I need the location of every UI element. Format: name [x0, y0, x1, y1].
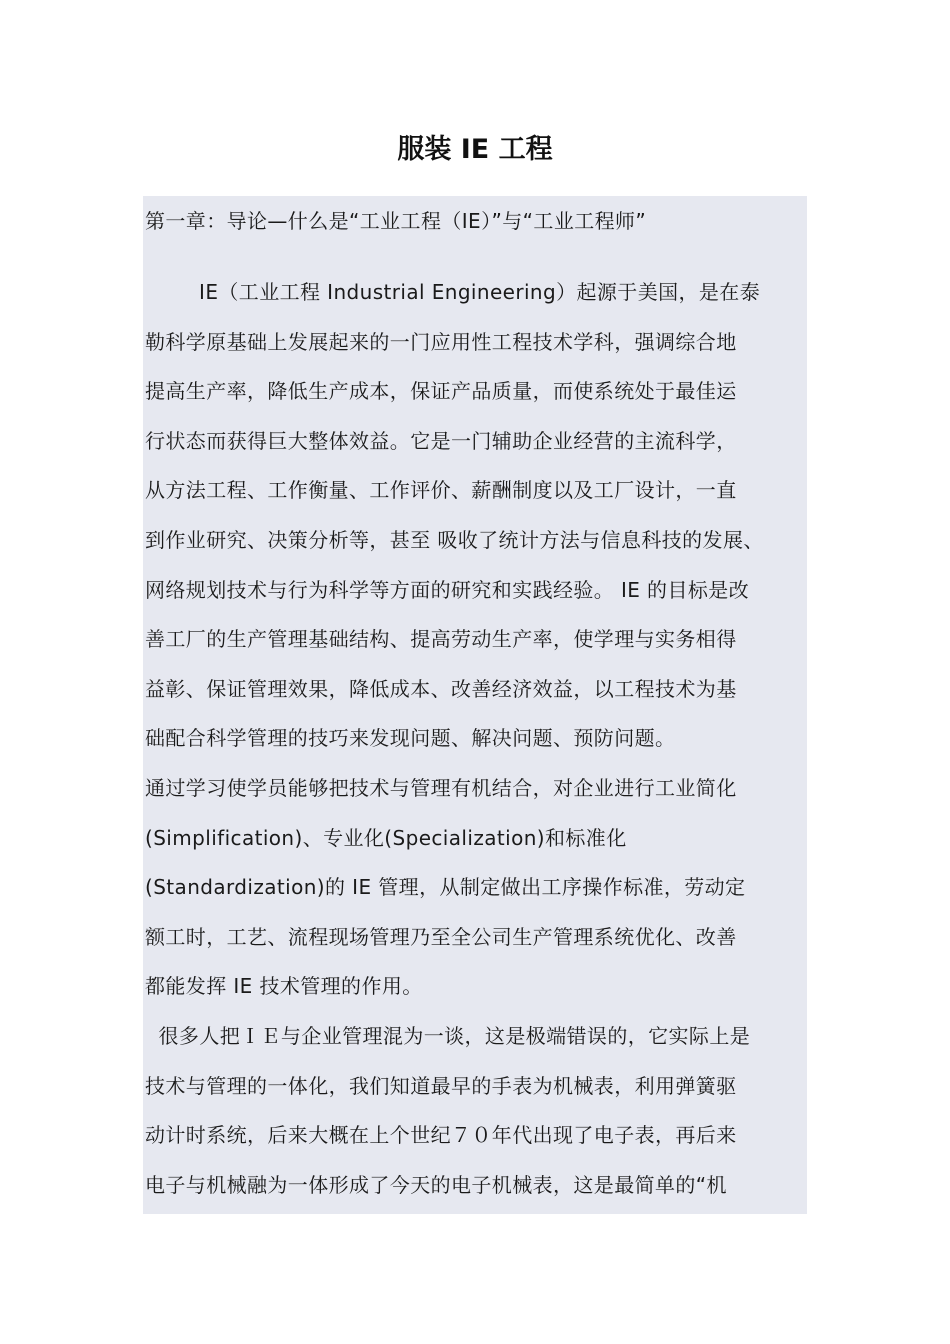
paragraph-line: 提高生产率，降低生产成本，保证产品质量，而使系统处于最佳运 — [145, 379, 737, 404]
paragraph-line: (Simplification)、专业化(Specialization)和标准化 — [145, 825, 627, 850]
paragraph-line: IE（工业工程 Industrial Engineering）起源于美国，是在泰 — [145, 280, 761, 304]
chapter-heading: 第一章：导论—什么是“工业工程（IE）”与“工业工程师” — [145, 209, 647, 233]
paragraph-line: 善工厂的生产管理基础结构、提高劳动生产率，使学理与实务相得 — [145, 627, 737, 652]
paragraph-line: 益彰、保证管理效果，降低成本、改善经济效益，以工程技术为基 — [145, 676, 737, 701]
paragraph-line: 很多人把ＩＥ与企业管理混为一谈，这是极端错误的，它实际上是 — [145, 1023, 751, 1048]
paragraph-line: (Standardization)的 IE 管理，从制定做出工序操作标准，劳动定 — [145, 875, 746, 900]
paragraph-line: 技术与管理的一体化，我们知道最早的手表为机械表，利用弹簧驱 — [145, 1073, 737, 1098]
paragraph-line: 础配合科学管理的技巧来发现问题、解决问题、预防问题。 — [145, 726, 676, 751]
paragraph-line: 电子与机械融为一体形成了今天的电子机械表，这是最简单的“机 — [145, 1172, 727, 1197]
page-title: 服装 IE 工程 — [397, 134, 553, 165]
paragraph-line: 网络规划技术与行为科学等方面的研究和实践经验。 IE 的目标是改 — [145, 577, 750, 602]
paragraph-line: 都能发挥 IE 技术管理的作用。 — [145, 974, 423, 999]
paragraph-line: 额工时，工艺、流程现场管理乃至全公司生产管理系统优化、改善 — [145, 924, 737, 949]
paragraph-line: 行状态而获得巨大整体效益。它是一门辅助企业经营的主流科学， — [145, 428, 737, 453]
paragraph-line: 动计时系统，后来大概在上个世纪７０年代出现了电子表，再后来 — [145, 1123, 737, 1148]
paragraph-line: 从方法工程、工作衡量、工作评价、薪酬制度以及工厂设计，一直 — [145, 478, 737, 503]
paragraph-line: 通过学习使学员能够把技术与管理有机结合，对企业进行工业简化 — [145, 775, 737, 800]
paragraph-line: 勒科学原基础上发展起来的一门应用性工程技术学科，强调综合地 — [145, 329, 737, 354]
document-body — [143, 196, 807, 1214]
paragraph-line: 到作业研究、决策分析等，甚至 吸收了统计方法与信息科技的发展、 — [145, 527, 764, 552]
